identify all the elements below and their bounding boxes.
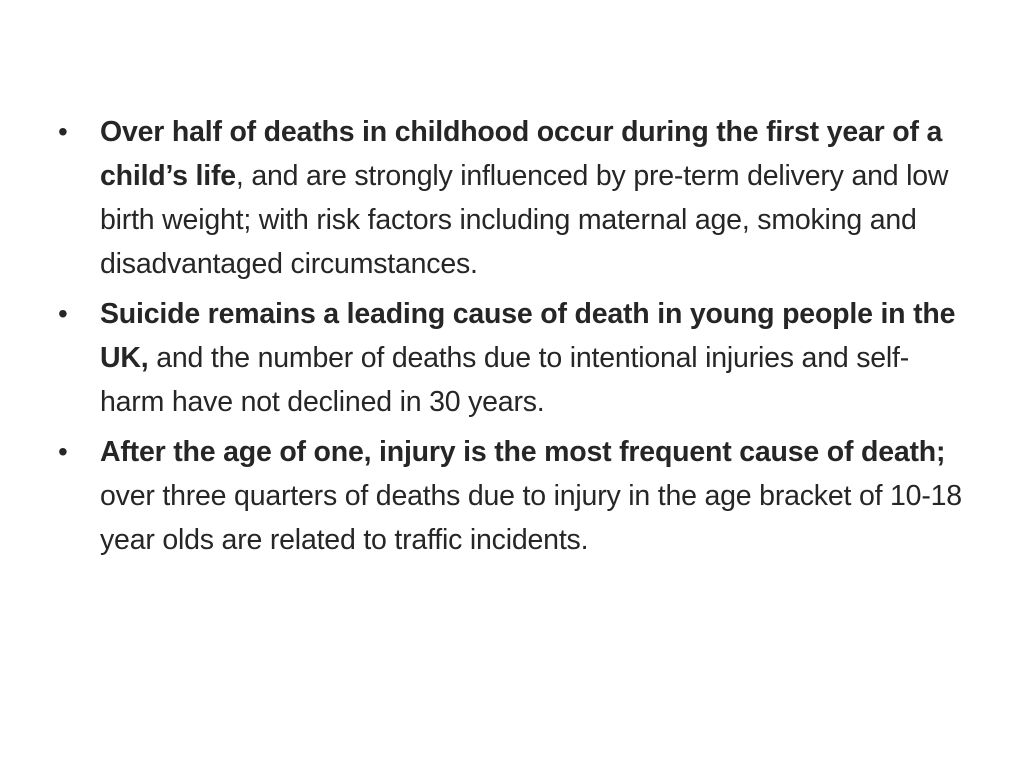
- bullet-item-childhood-deaths: [58, 110, 968, 286]
- bullet-bold-text: Suicide remains a leading cause of death in young people in the UK,: [100, 298, 956, 374]
- bullet-list: [58, 110, 968, 568]
- bullet-body-text: over three quarters of deaths due to injury in the age bracket of 10-18 year olds are related to traffic incidents.: [100, 480, 962, 556]
- bullet-icon: •: [58, 116, 68, 147]
- bullet-bold-text: After the age of one, injury is the most frequent cause of death;: [100, 436, 946, 468]
- bullet-item-injury: [58, 430, 968, 562]
- bullet-body-text: , and are strongly influenced by pre-term delivery and low birth weight; with risk factors including maternal age, smoking and disadvantaged circumstances.: [100, 160, 949, 280]
- bullet-icon: •: [58, 436, 68, 467]
- bullet-bold-text: Over half of deaths in childhood occur during the first year of a child’s life: [100, 116, 943, 192]
- bullet-body-text: and the number of deaths due to intentional injuries and self-harm have not declined in 30 years.: [100, 342, 910, 418]
- bullet-icon: •: [58, 298, 68, 329]
- bullet-item-suicide: [58, 292, 968, 424]
